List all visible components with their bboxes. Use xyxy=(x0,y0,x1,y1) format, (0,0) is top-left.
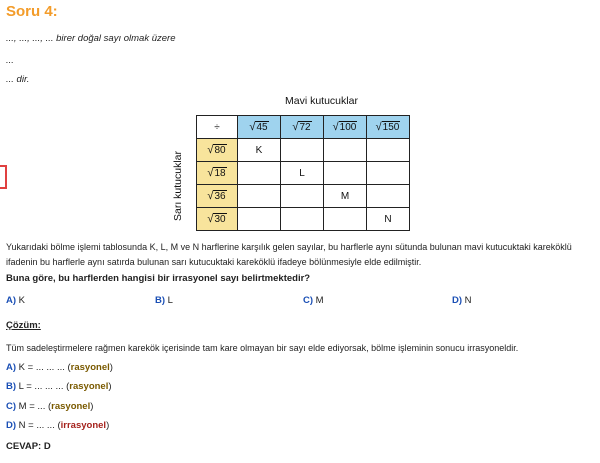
table-row xyxy=(197,208,410,231)
column-header xyxy=(238,116,281,139)
radical-symbol: √ xyxy=(207,213,214,225)
intro-line: ..., ..., ..., ... birer doğal sayı olmak üzere xyxy=(6,33,176,44)
option-letter: C) xyxy=(303,295,314,306)
question-text: Buna göre, bu harflerden hangisi bir irrasyonel sayı belirtmektedir? xyxy=(6,273,311,284)
radicand: 80 xyxy=(214,145,226,156)
answer-text: M = ... ( xyxy=(18,401,52,412)
option-text: K xyxy=(18,295,26,306)
table-header-row xyxy=(197,116,410,139)
radicand: 36 xyxy=(214,191,226,202)
row-header xyxy=(197,208,238,231)
table-cell xyxy=(281,185,324,208)
table-cell xyxy=(324,162,367,185)
answer-line-c xyxy=(6,401,93,412)
intro-line: ... xyxy=(6,55,14,66)
table-cell xyxy=(238,185,281,208)
answer-tag: rasyonel xyxy=(70,362,110,373)
problem-paragraph: Yukarıdaki bölme işlemi tablosunda K, L, M ve N harflerine karşılık gelen sayılar, bu harflerle aynı sütunda bulunan mavi kutucuktaki kareköklü ifadenin bu harflerle aynı satırda bulunan sarı kutucuktaki kareköklü ifadeye bölünmesiyle elde edilmiştir. xyxy=(6,242,572,267)
red-bracket-marker xyxy=(0,165,7,189)
option-a xyxy=(6,295,25,306)
answer-tag: rasyonel xyxy=(51,401,91,412)
radicand: 45 xyxy=(256,122,268,133)
radical-symbol: √ xyxy=(375,121,382,133)
option-text: L xyxy=(167,295,173,306)
option-c xyxy=(303,295,324,306)
answer-line-d xyxy=(6,420,109,431)
table-cell: M xyxy=(324,185,367,208)
option-letter: A) xyxy=(6,295,17,306)
column-header xyxy=(367,116,410,139)
radical-symbol: √ xyxy=(249,121,256,133)
question-title: Soru 4: xyxy=(6,3,58,20)
option-letter: D) xyxy=(452,295,463,306)
answer-line-a xyxy=(6,362,113,373)
answer-text: K = ... ... ... ( xyxy=(18,362,71,373)
final-answer: CEVAP: D xyxy=(6,441,51,452)
table-row xyxy=(197,185,410,208)
radicand: 150 xyxy=(382,122,400,133)
table-cell: L xyxy=(281,162,324,185)
row-header xyxy=(197,139,238,162)
radicand: 18 xyxy=(214,168,226,179)
answer-letter: D) xyxy=(6,420,17,431)
radical-symbol: √ xyxy=(332,121,339,133)
answer-letter: B) xyxy=(6,381,17,392)
radicand: 100 xyxy=(339,122,357,133)
radicand: 30 xyxy=(214,214,226,225)
option-d xyxy=(452,295,472,306)
column-header xyxy=(281,116,324,139)
table-cell xyxy=(367,162,410,185)
division-symbol-cell: ÷ xyxy=(197,116,238,139)
table-cell xyxy=(324,208,367,231)
solution-text: Tüm sadeleştirmelere rağmen karekök içerisinde tam kare olmayan bir sayı elde ediyorsak, bölme işleminin sonucu irrasyoneldir. xyxy=(6,343,519,353)
table-row xyxy=(197,162,410,185)
table-cell: K xyxy=(238,139,281,162)
table-cell xyxy=(367,185,410,208)
table-cell xyxy=(238,162,281,185)
option-text: N xyxy=(464,295,472,306)
answer-tag: irrasyonel xyxy=(60,420,107,431)
answer-close: ) xyxy=(106,420,110,431)
row-header xyxy=(197,185,238,208)
column-header xyxy=(324,116,367,139)
row-title: Sarı kutucuklar xyxy=(172,150,184,222)
radical-symbol: √ xyxy=(207,144,214,156)
table-cell xyxy=(238,208,281,231)
row-header xyxy=(197,162,238,185)
table-cell xyxy=(324,139,367,162)
answer-close: ) xyxy=(108,381,112,392)
solution-title: Çözüm: xyxy=(6,320,41,331)
option-b xyxy=(155,295,173,306)
table-cell xyxy=(281,208,324,231)
answer-close: ) xyxy=(90,401,94,412)
radical-symbol: √ xyxy=(292,121,299,133)
division-table xyxy=(196,115,410,231)
radical-symbol: √ xyxy=(207,190,214,202)
table-row xyxy=(197,139,410,162)
answer-letter: A) xyxy=(6,362,17,373)
table-cell: N xyxy=(367,208,410,231)
column-title: Mavi kutucuklar xyxy=(285,95,358,107)
table-cell xyxy=(281,139,324,162)
option-letter: B) xyxy=(155,295,166,306)
answer-close: ) xyxy=(109,362,113,373)
answer-text: N = ... ... ( xyxy=(18,420,61,431)
answer-text: L = ... ... ... ( xyxy=(18,381,70,392)
radicand: 72 xyxy=(299,122,311,133)
answer-tag: rasyonel xyxy=(69,381,109,392)
row-title-container xyxy=(158,150,198,222)
answer-letter: C) xyxy=(6,401,17,412)
table-cell xyxy=(367,139,410,162)
answer-line-b xyxy=(6,381,112,392)
option-text: M xyxy=(315,295,324,306)
intro-line: ... dir. xyxy=(6,74,30,85)
radical-symbol: √ xyxy=(207,167,214,179)
